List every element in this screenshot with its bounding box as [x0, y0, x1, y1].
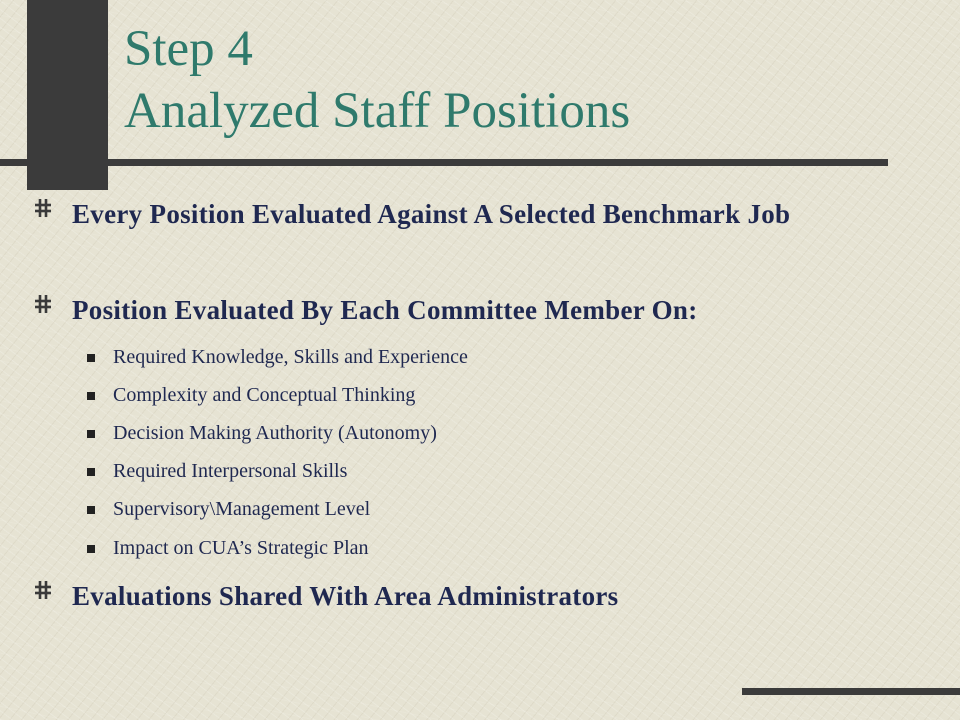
square-bullet-icon: [87, 430, 95, 438]
bullet-item: [72, 196, 812, 232]
sub-bullet-text: Supervisory\Management Level: [113, 498, 371, 520]
bullet-item: [72, 578, 619, 614]
sub-bullet-item: [113, 459, 347, 483]
sub-bullet-item: [113, 497, 370, 521]
sub-bullet-text: Required Interpersonal Skills: [113, 460, 348, 482]
bullet-text: Evaluations Shared With Area Administrators: [72, 581, 619, 611]
square-bullet-icon: [87, 354, 95, 362]
square-bullet-icon: [87, 468, 95, 476]
square-bullet-icon: [87, 506, 95, 514]
bullet-text: Every Position Evaluated Against A Selected Benchmark Job: [72, 199, 791, 229]
sub-bullet-text: Complexity and Conceptual Thinking: [113, 384, 416, 406]
hash-bullet-icon: [33, 580, 53, 600]
square-bullet-icon: [87, 392, 95, 400]
hash-bullet-icon: [33, 294, 53, 314]
slide-title: [124, 18, 630, 142]
sub-bullet-text: Required Knowledge, Skills and Experience: [113, 346, 468, 368]
bullet-item: [72, 292, 698, 328]
sub-bullet-item: [113, 536, 369, 560]
slide-title-line-1: Step 4: [124, 21, 253, 77]
sub-bullet-item: [113, 345, 468, 369]
sub-bullet-text: Decision Making Authority (Autonomy): [113, 422, 437, 444]
title-divider: [0, 159, 888, 166]
square-bullet-icon: [87, 545, 95, 553]
hash-bullet-icon: [33, 198, 53, 218]
sub-bullet-item: [113, 383, 415, 407]
sub-bullet-item: [113, 421, 437, 445]
footer-divider: [742, 688, 960, 695]
slide-title-line-2: Analyzed Staff Positions: [124, 83, 631, 140]
sub-bullet-text: Impact on CUA’s Strategic Plan: [113, 537, 369, 559]
bullet-text: Position Evaluated By Each Committee Member On:: [72, 295, 698, 325]
